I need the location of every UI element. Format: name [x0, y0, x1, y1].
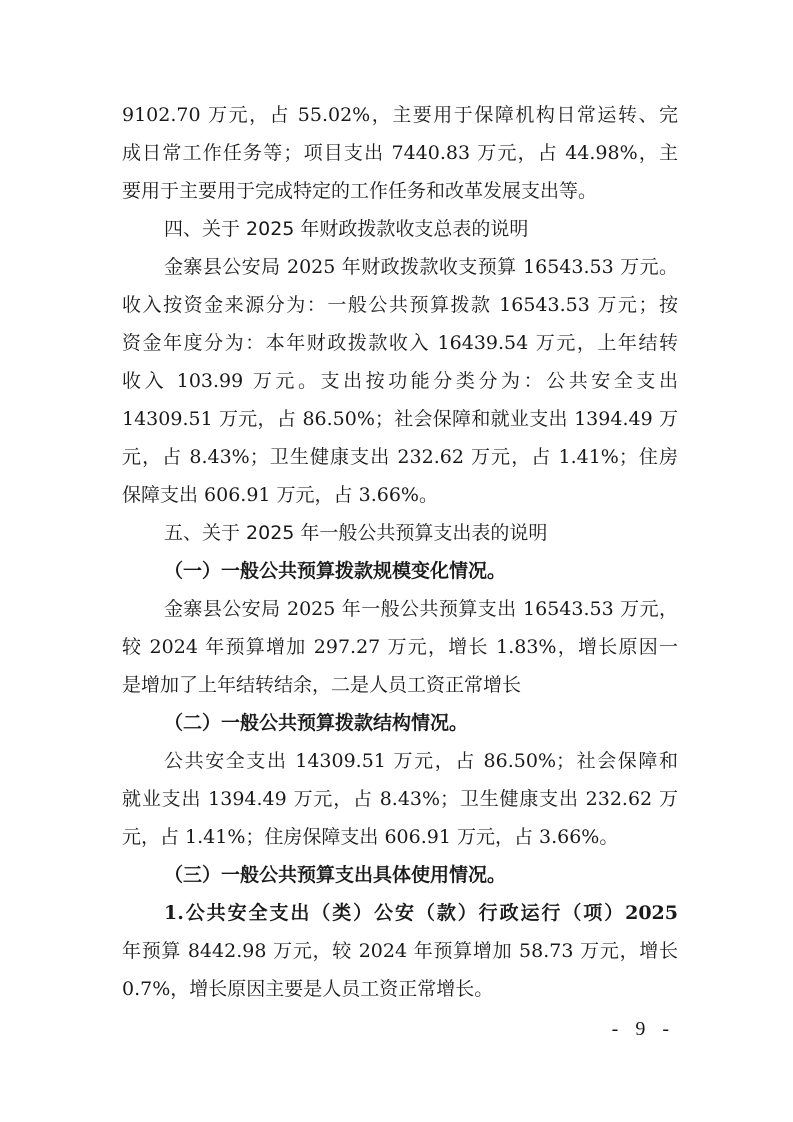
paragraph-line: 收入 103.99 万元。支出按功能分类分为：公共安全支出 [122, 370, 678, 392]
paragraph-line: 14309.51 万元，占 86.50%；社会保障和就业支出 1394.49 万 [122, 408, 678, 430]
paragraph-line: 要用于主要用于完成特定的工作任务和改革发展支出等。 [122, 180, 598, 202]
subsection-heading-3: （三）一般公共预算支出具体使用情况。 [164, 864, 507, 886]
paragraph-line: 9102.70 万元，占 55.02%，主要用于保障机构日常运转、完 [122, 104, 678, 126]
paragraph-line: 金寨县公安局 2025 年一般公共预算支出 16543.53 万元， [164, 598, 678, 620]
paragraph-line: 元，占 8.43%；卫生健康支出 232.62 万元，占 1.41%；住房 [122, 446, 678, 468]
paragraph-line: 是增加了上年结转结余，二是人员工资正常增长 [122, 674, 522, 696]
paragraph-line: 年预算 8442.98 万元，较 2024 年预算增加 58.73 万元，增长 [122, 940, 678, 962]
paragraph-line: 较 2024 年预算增加 297.27 万元，增长 1.83%，增长原因一 [122, 636, 678, 658]
paragraph-line: 保障支出 606.91 万元，占 3.66%。 [122, 484, 438, 506]
item-heading-line: 1.公共安全支出（类）公安（款）行政运行（项）2025 [164, 902, 678, 924]
paragraph-line: 成日常工作任务等；项目支出 7440.83 万元，占 44.98%，主 [122, 142, 678, 164]
subsection-heading-2: （二）一般公共预算拨款结构情况。 [164, 712, 469, 734]
section-heading-4: 四、关于 2025 年财政拨款收支总表的说明 [164, 218, 529, 240]
paragraph-line: 收入按资金来源分为：一般公共预算拨款 16543.53 万元；按 [122, 294, 678, 316]
subsection-heading-1: （一）一般公共预算拨款规模变化情况。 [164, 560, 507, 582]
paragraph-line: 金寨县公安局 2025 年财政拨款收支预算 16543.53 万元。 [164, 256, 678, 278]
section-heading-5: 五、关于 2025 年一般公共预算支出表的说明 [164, 522, 548, 544]
document-body [122, 96, 678, 1008]
paragraph-line: 资金年度分为：本年财政拨款收入 16439.54 万元，上年结转 [122, 332, 678, 354]
page-number: - 9 - [611, 1018, 675, 1040]
paragraph-line: 就业支出 1394.49 万元，占 8.43%；卫生健康支出 232.62 万 [122, 788, 678, 810]
paragraph-line: 0.7%，增长原因主要是人员工资正常增长。 [122, 978, 494, 1000]
paragraph-line: 公共安全支出 14309.51 万元，占 86.50%；社会保障和 [164, 750, 678, 772]
paragraph-line: 元，占 1.41%；住房保障支出 606.91 万元，占 3.66%。 [122, 826, 619, 848]
